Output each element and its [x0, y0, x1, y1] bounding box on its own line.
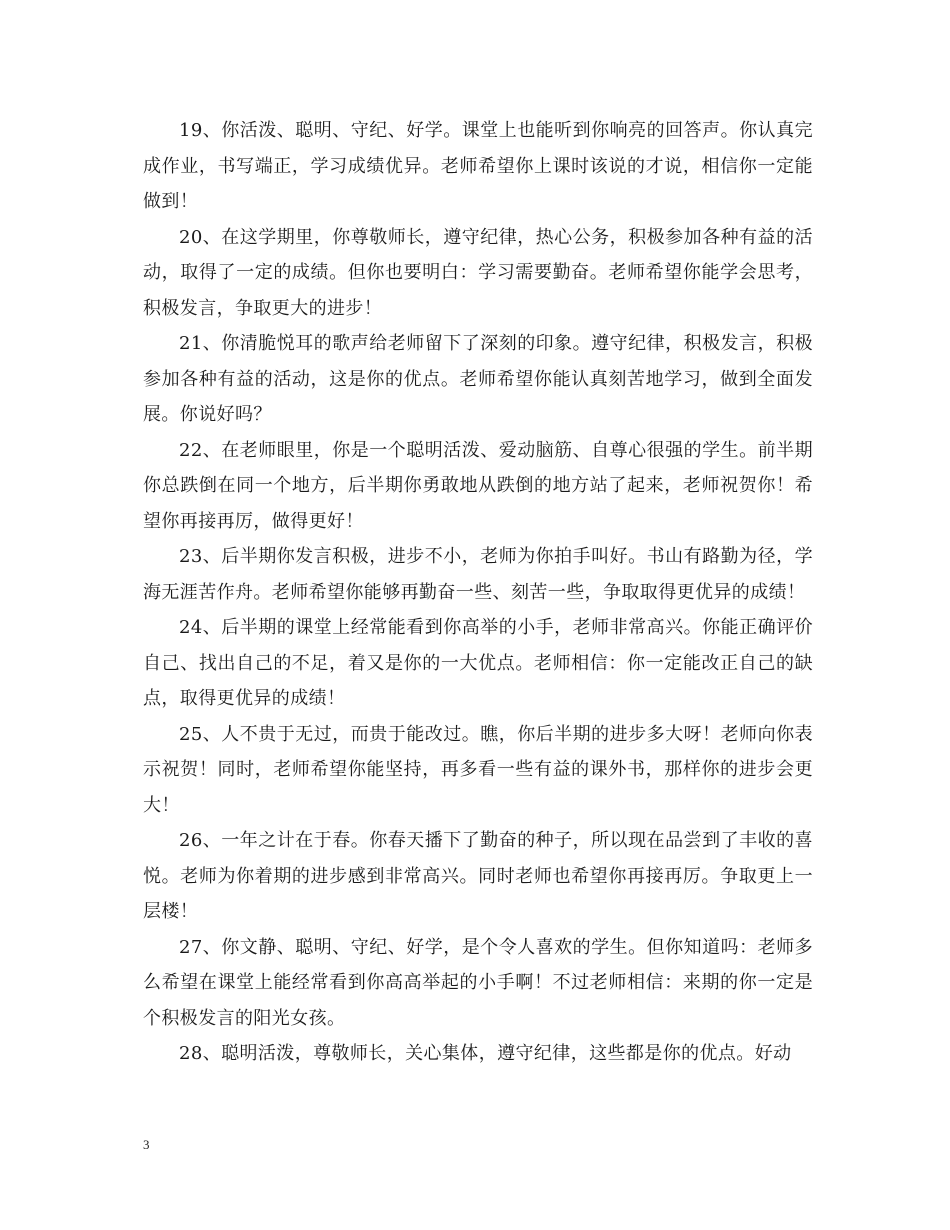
paragraph-28: 28、聪明活泼，尊敬师长，关心集体，遵守纪律，这些都是你的优点。好动	[179, 1043, 792, 1064]
paragraph-21: 21、你清脆悦耳的歌声给老师留下了深刻的印象。遵守纪律，积极发言，积极参加各种有益的活动，这是你的优点。老师希望你能认真刻苦地学习，做到全面发展。你说好吗？	[143, 333, 813, 425]
paragraph-25: 25、人不贵于无过，而贵于能改过。瞧，你后半期的进步多大呀！老师向你表示祝贺！同时，老师希望你能坚持，再多看一些有益的课外书，那样你的进步会更大！	[143, 723, 813, 816]
document-body	[143, 113, 813, 1072]
paragraph-19: 19、你活泼、聪明、守纪、好学。课堂上也能听到你响亮的回答声。你认真完成作业，书写端正，学习成绩优异。老师希望你上课时该说的才说，相信你一定能做到！	[143, 120, 813, 212]
paragraph-23: 23、后半期你发言积极，进步不小，老师为你拍手叫好。书山有路勤为径，学海无涯苦作舟。老师希望你能够再勤奋一些、刻苦一些，争取取得更优异的成绩！	[143, 546, 813, 603]
paragraph-24: 24、后半期的课堂上经常能看到你高举的小手，老师非常高兴。你能正确评价自己、找出自己的不足，着又是你的一大优点。老师相信：你一定能改正自己的缺点，取得更优异的成绩！	[143, 617, 813, 709]
paragraph-20: 20、在这学期里，你尊敬师长，遵守纪律，热心公务，积极参加各种有益的活动，取得了一定的成绩。但你也要明白：学习需要勤奋。老师希望你能学会思考，积极发言，争取更大的进步！	[143, 226, 813, 319]
paragraph-22: 22、在老师眼里，你是一个聪明活泼、爱动脑筋、自尊心很强的学生。前半期你总跌倒在同一个地方，后半期你勇敢地从跌倒的地方站了起来，老师祝贺你！希望你再接再厉，做得更好！	[143, 439, 813, 532]
paragraph-27: 27、你文静、聪明、守纪、好学，是个令人喜欢的学生。但你知道吗：老师多么希望在课堂上能经常看到你高高举起的小手啊！不过老师相信：来期的你一定是个积极发言的阳光女孩。	[143, 936, 813, 1029]
paragraph-26: 26、一年之计在于春。你春天播下了勤奋的种子，所以现在品尝到了丰收的喜悦。老师为你着期的进步感到非常高兴。同时老师也希望你再接再厉。争取更上一层楼！	[143, 830, 813, 922]
page-number: 3	[143, 1137, 150, 1152]
